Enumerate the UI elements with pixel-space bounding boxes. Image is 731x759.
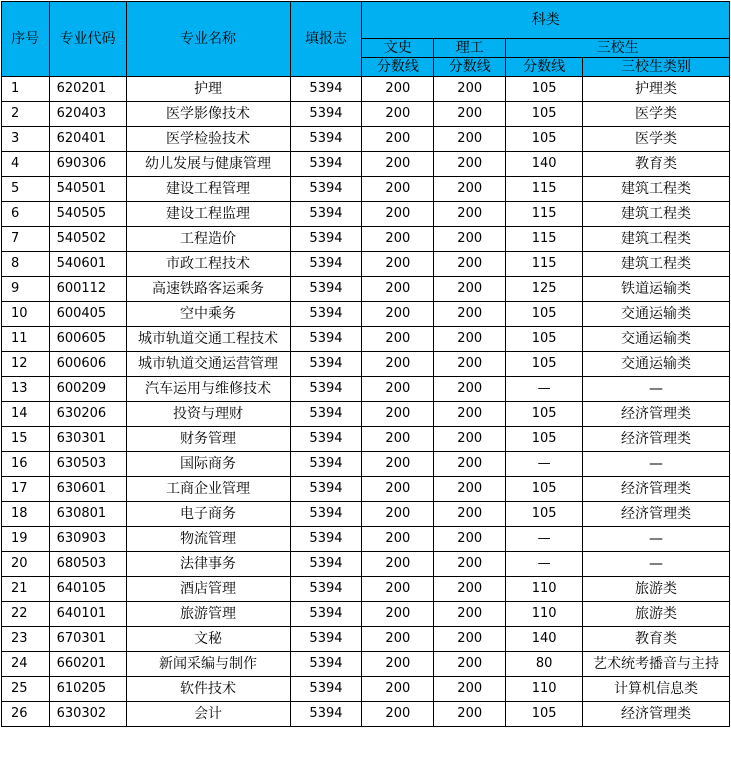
- cell-sanxiao-type[interactable]: 建筑工程类: [583, 177, 730, 202]
- cell-name[interactable]: 电子商务: [126, 502, 290, 527]
- table-row: [2, 77, 730, 102]
- cell-wenshi-score[interactable]: 200: [362, 77, 434, 102]
- table-row: [2, 152, 730, 177]
- cell-fill[interactable]: 5394: [290, 352, 362, 377]
- header-code[interactable]: 专业代码: [49, 2, 126, 77]
- header-wenshi[interactable]: 文史: [362, 39, 434, 58]
- cell-wenshi-score[interactable]: 200: [362, 302, 434, 327]
- table-row: [2, 127, 730, 152]
- cell-wenshi-score[interactable]: 200: [362, 152, 434, 177]
- cell-sanxiao-score[interactable]: 105: [506, 427, 583, 452]
- cell-sanxiao-type[interactable]: 交通运输类: [583, 302, 730, 327]
- cell-wenshi-score[interactable]: 200: [362, 377, 434, 402]
- table-row: [2, 527, 730, 552]
- cell-fill[interactable]: 5394: [290, 602, 362, 627]
- cell-wenshi-score[interactable]: 200: [362, 477, 434, 502]
- cell-wenshi-score[interactable]: 200: [362, 227, 434, 252]
- table-row: [2, 677, 730, 702]
- cell-sanxiao-type[interactable]: —: [583, 527, 730, 552]
- table-row: [2, 377, 730, 402]
- cell-ligong-score[interactable]: 200: [434, 377, 506, 402]
- cell-code[interactable]: 690306: [49, 152, 126, 177]
- cell-name[interactable]: 建设工程管理: [126, 177, 290, 202]
- cell-code[interactable]: 640101: [49, 602, 126, 627]
- cell-sanxiao-type[interactable]: 经济管理类: [583, 427, 730, 452]
- table-row: [2, 452, 730, 477]
- cell-code[interactable]: 610205: [49, 677, 126, 702]
- cell-code[interactable]: 620401: [49, 127, 126, 152]
- cell-code[interactable]: 620403: [49, 102, 126, 127]
- cell-seq[interactable]: 6: [2, 202, 50, 227]
- cell-sanxiao-score[interactable]: 110: [506, 602, 583, 627]
- cell-sanxiao-type[interactable]: 交通运输类: [583, 352, 730, 377]
- cell-sanxiao-type[interactable]: 经济管理类: [583, 477, 730, 502]
- cell-sanxiao-type[interactable]: 经济管理类: [583, 402, 730, 427]
- cell-code[interactable]: 540502: [49, 227, 126, 252]
- cell-ligong-score[interactable]: 200: [434, 452, 506, 477]
- cell-ligong-score[interactable]: 200: [434, 402, 506, 427]
- cell-fill[interactable]: 5394: [290, 102, 362, 127]
- cell-name[interactable]: 汽车运用与维修技术: [126, 377, 290, 402]
- cell-name[interactable]: 医学影像技术: [126, 102, 290, 127]
- cell-wenshi-score[interactable]: 200: [362, 502, 434, 527]
- cell-sanxiao-type[interactable]: 教育类: [583, 152, 730, 177]
- table-row: [2, 177, 730, 202]
- cell-fill[interactable]: 5394: [290, 177, 362, 202]
- cell-sanxiao-type[interactable]: 旅游类: [583, 602, 730, 627]
- cell-fill[interactable]: 5394: [290, 152, 362, 177]
- cell-seq[interactable]: 5: [2, 177, 50, 202]
- cell-fill[interactable]: 5394: [290, 302, 362, 327]
- header-sanxiao-type[interactable]: 三校生类别: [583, 58, 730, 77]
- table-row: [2, 602, 730, 627]
- cell-sanxiao-score[interactable]: 105: [506, 102, 583, 127]
- cell-fill[interactable]: 5394: [290, 677, 362, 702]
- cell-fill[interactable]: 5394: [290, 127, 362, 152]
- cell-name[interactable]: 酒店管理: [126, 577, 290, 602]
- cell-sanxiao-score[interactable]: 140: [506, 152, 583, 177]
- cell-fill[interactable]: 5394: [290, 627, 362, 652]
- cell-fill[interactable]: 5394: [290, 77, 362, 102]
- cell-sanxiao-score[interactable]: —: [506, 527, 583, 552]
- table-row: [2, 702, 730, 727]
- cell-wenshi-score[interactable]: 200: [362, 452, 434, 477]
- cell-sanxiao-type[interactable]: —: [583, 452, 730, 477]
- cell-name[interactable]: 旅游管理: [126, 602, 290, 627]
- cell-fill[interactable]: 5394: [290, 202, 362, 227]
- cell-sanxiao-type[interactable]: —: [583, 377, 730, 402]
- cell-wenshi-score[interactable]: 200: [362, 427, 434, 452]
- cell-code[interactable]: 600209: [49, 377, 126, 402]
- cell-seq[interactable]: 19: [2, 527, 50, 552]
- cell-code[interactable]: 600112: [49, 277, 126, 302]
- table-row: [2, 402, 730, 427]
- cell-ligong-score[interactable]: 200: [434, 102, 506, 127]
- cell-seq[interactable]: 18: [2, 502, 50, 527]
- cell-ligong-score[interactable]: 200: [434, 252, 506, 277]
- cell-name[interactable]: 医学检验技术: [126, 127, 290, 152]
- table-row: [2, 502, 730, 527]
- cell-seq[interactable]: 23: [2, 627, 50, 652]
- cell-name[interactable]: 工商企业管理: [126, 477, 290, 502]
- table-row: [2, 227, 730, 252]
- cell-sanxiao-score[interactable]: 125: [506, 277, 583, 302]
- cell-name[interactable]: 物流管理: [126, 527, 290, 552]
- cell-ligong-score[interactable]: 200: [434, 202, 506, 227]
- header-ligong-score-line[interactable]: 分数线: [434, 58, 506, 77]
- cell-wenshi-score[interactable]: 200: [362, 127, 434, 152]
- table-row: [2, 627, 730, 652]
- cell-sanxiao-type[interactable]: 交通运输类: [583, 327, 730, 352]
- cell-seq[interactable]: 26: [2, 702, 50, 727]
- cell-name[interactable]: 财务管理: [126, 427, 290, 452]
- cell-name[interactable]: 空中乘务: [126, 302, 290, 327]
- header-seq[interactable]: 序号: [2, 2, 50, 77]
- cell-name[interactable]: 建设工程监理: [126, 202, 290, 227]
- cell-wenshi-score[interactable]: 200: [362, 352, 434, 377]
- cell-code[interactable]: 680503: [49, 552, 126, 577]
- cell-fill[interactable]: 5394: [290, 377, 362, 402]
- cell-sanxiao-type[interactable]: 经济管理类: [583, 502, 730, 527]
- cell-fill[interactable]: 5394: [290, 277, 362, 302]
- table-row: [2, 327, 730, 352]
- cell-seq[interactable]: 15: [2, 427, 50, 452]
- cell-name[interactable]: 新闻采编与制作: [126, 652, 290, 677]
- cell-fill[interactable]: 5394: [290, 427, 362, 452]
- cell-ligong-score[interactable]: 200: [434, 302, 506, 327]
- table-row: [2, 202, 730, 227]
- table-row: [2, 352, 730, 377]
- cell-code[interactable]: 600605: [49, 327, 126, 352]
- cell-sanxiao-score[interactable]: 115: [506, 227, 583, 252]
- cell-seq[interactable]: 25: [2, 677, 50, 702]
- header-wenshi-score-line[interactable]: 分数线: [362, 58, 434, 77]
- cell-name[interactable]: 幼儿发展与健康管理: [126, 152, 290, 177]
- cell-wenshi-score[interactable]: 200: [362, 677, 434, 702]
- cell-seq[interactable]: 1: [2, 77, 50, 102]
- cell-code[interactable]: 620201: [49, 77, 126, 102]
- cell-sanxiao-score[interactable]: —: [506, 452, 583, 477]
- cell-seq[interactable]: 7: [2, 227, 50, 252]
- cell-code[interactable]: 600405: [49, 302, 126, 327]
- cell-wenshi-score[interactable]: 200: [362, 277, 434, 302]
- cell-sanxiao-type[interactable]: 经济管理类: [583, 702, 730, 727]
- cell-wenshi-score[interactable]: 200: [362, 702, 434, 727]
- cell-sanxiao-score[interactable]: 110: [506, 577, 583, 602]
- cell-ligong-score[interactable]: 200: [434, 627, 506, 652]
- cell-seq[interactable]: 8: [2, 252, 50, 277]
- cell-ligong-score[interactable]: 200: [434, 527, 506, 552]
- cell-name[interactable]: 软件技术: [126, 677, 290, 702]
- cell-sanxiao-score[interactable]: 105: [506, 352, 583, 377]
- cell-name[interactable]: 文秘: [126, 627, 290, 652]
- cell-code[interactable]: 540505: [49, 202, 126, 227]
- cell-sanxiao-type[interactable]: 旅游类: [583, 577, 730, 602]
- cell-sanxiao-score[interactable]: 105: [506, 77, 583, 102]
- cell-fill[interactable]: 5394: [290, 552, 362, 577]
- cell-name[interactable]: 城市轨道交通工程技术: [126, 327, 290, 352]
- cell-code[interactable]: 540601: [49, 252, 126, 277]
- cell-name[interactable]: 高速铁路客运乘务: [126, 277, 290, 302]
- cell-fill[interactable]: 5394: [290, 502, 362, 527]
- cell-ligong-score[interactable]: 200: [434, 502, 506, 527]
- cell-code[interactable]: 630801: [49, 502, 126, 527]
- cell-sanxiao-type[interactable]: 建筑工程类: [583, 227, 730, 252]
- cell-sanxiao-type[interactable]: 艺术统考播音与主持: [583, 652, 730, 677]
- cell-ligong-score[interactable]: 200: [434, 602, 506, 627]
- cell-wenshi-score[interactable]: 200: [362, 627, 434, 652]
- cell-sanxiao-type[interactable]: 教育类: [583, 627, 730, 652]
- cell-fill[interactable]: 5394: [290, 652, 362, 677]
- header-category[interactable]: 科类: [362, 2, 730, 39]
- cell-sanxiao-score[interactable]: 115: [506, 252, 583, 277]
- cell-fill[interactable]: 5394: [290, 327, 362, 352]
- admission-score-table: [1, 1, 730, 727]
- table-row: [2, 277, 730, 302]
- cell-seq[interactable]: 4: [2, 152, 50, 177]
- cell-sanxiao-score[interactable]: 80: [506, 652, 583, 677]
- cell-seq[interactable]: 9: [2, 277, 50, 302]
- cell-sanxiao-score[interactable]: —: [506, 552, 583, 577]
- cell-wenshi-score[interactable]: 200: [362, 327, 434, 352]
- cell-name[interactable]: 国际商务: [126, 452, 290, 477]
- cell-code[interactable]: 630302: [49, 702, 126, 727]
- cell-sanxiao-type[interactable]: —: [583, 552, 730, 577]
- cell-seq[interactable]: 3: [2, 127, 50, 152]
- cell-ligong-score[interactable]: 200: [434, 577, 506, 602]
- header-sanxiao-score-line[interactable]: 分数线: [506, 58, 583, 77]
- cell-fill[interactable]: 5394: [290, 452, 362, 477]
- cell-sanxiao-score[interactable]: 110: [506, 677, 583, 702]
- cell-wenshi-score[interactable]: 200: [362, 177, 434, 202]
- cell-ligong-score[interactable]: 200: [434, 702, 506, 727]
- cell-sanxiao-type[interactable]: 计算机信息类: [583, 677, 730, 702]
- cell-fill[interactable]: 5394: [290, 577, 362, 602]
- cell-seq[interactable]: 11: [2, 327, 50, 352]
- table-row: [2, 302, 730, 327]
- cell-sanxiao-type[interactable]: 建筑工程类: [583, 202, 730, 227]
- cell-ligong-score[interactable]: 200: [434, 127, 506, 152]
- cell-ligong-score[interactable]: 200: [434, 652, 506, 677]
- table-row: [2, 652, 730, 677]
- table-row: [2, 477, 730, 502]
- cell-ligong-score[interactable]: 200: [434, 277, 506, 302]
- cell-seq[interactable]: 13: [2, 377, 50, 402]
- cell-code[interactable]: 630301: [49, 427, 126, 452]
- cell-wenshi-score[interactable]: 200: [362, 652, 434, 677]
- cell-ligong-score[interactable]: 200: [434, 427, 506, 452]
- cell-fill[interactable]: 5394: [290, 227, 362, 252]
- table-row: [2, 102, 730, 127]
- cell-sanxiao-score[interactable]: 115: [506, 202, 583, 227]
- cell-seq[interactable]: 21: [2, 577, 50, 602]
- cell-ligong-score[interactable]: 200: [434, 77, 506, 102]
- cell-wenshi-score[interactable]: 200: [362, 202, 434, 227]
- cell-name[interactable]: 护理: [126, 77, 290, 102]
- cell-code[interactable]: 630903: [49, 527, 126, 552]
- cell-sanxiao-type[interactable]: 铁道运输类: [583, 277, 730, 302]
- cell-wenshi-score[interactable]: 200: [362, 552, 434, 577]
- cell-code[interactable]: 630503: [49, 452, 126, 477]
- cell-ligong-score[interactable]: 200: [434, 327, 506, 352]
- cell-sanxiao-score[interactable]: 105: [506, 302, 583, 327]
- header-name[interactable]: 专业名称: [126, 2, 290, 77]
- header-fill[interactable]: 填报志: [290, 2, 362, 77]
- cell-code[interactable]: 540501: [49, 177, 126, 202]
- cell-ligong-score[interactable]: 200: [434, 227, 506, 252]
- cell-sanxiao-type[interactable]: 护理类: [583, 77, 730, 102]
- cell-seq[interactable]: 14: [2, 402, 50, 427]
- cell-code[interactable]: 670301: [49, 627, 126, 652]
- cell-fill[interactable]: 5394: [290, 477, 362, 502]
- cell-sanxiao-score[interactable]: 115: [506, 177, 583, 202]
- header-ligong[interactable]: 理工: [434, 39, 506, 58]
- cell-name[interactable]: 法律事务: [126, 552, 290, 577]
- cell-name[interactable]: 会计: [126, 702, 290, 727]
- cell-sanxiao-score[interactable]: 105: [506, 127, 583, 152]
- cell-seq[interactable]: 20: [2, 552, 50, 577]
- table-row: [2, 577, 730, 602]
- cell-sanxiao-score[interactable]: 105: [506, 502, 583, 527]
- cell-name[interactable]: 市政工程技术: [126, 252, 290, 277]
- cell-ligong-score[interactable]: 200: [434, 677, 506, 702]
- cell-seq[interactable]: 2: [2, 102, 50, 127]
- cell-fill[interactable]: 5394: [290, 702, 362, 727]
- cell-code[interactable]: 660201: [49, 652, 126, 677]
- table-row: [2, 552, 730, 577]
- cell-wenshi-score[interactable]: 200: [362, 602, 434, 627]
- cell-wenshi-score[interactable]: 200: [362, 577, 434, 602]
- cell-code[interactable]: 630206: [49, 402, 126, 427]
- cell-seq[interactable]: 10: [2, 302, 50, 327]
- cell-sanxiao-score[interactable]: —: [506, 377, 583, 402]
- cell-sanxiao-type[interactable]: 建筑工程类: [583, 252, 730, 277]
- cell-code[interactable]: 630601: [49, 477, 126, 502]
- cell-wenshi-score[interactable]: 200: [362, 102, 434, 127]
- cell-name[interactable]: 工程造价: [126, 227, 290, 252]
- cell-ligong-score[interactable]: 200: [434, 552, 506, 577]
- cell-wenshi-score[interactable]: 200: [362, 402, 434, 427]
- cell-seq[interactable]: 22: [2, 602, 50, 627]
- cell-seq[interactable]: 24: [2, 652, 50, 677]
- cell-seq[interactable]: 12: [2, 352, 50, 377]
- cell-code[interactable]: 600606: [49, 352, 126, 377]
- header-sanxiao[interactable]: 三校生: [506, 39, 730, 58]
- cell-sanxiao-score[interactable]: 140: [506, 627, 583, 652]
- cell-fill[interactable]: 5394: [290, 402, 362, 427]
- cell-sanxiao-score[interactable]: 105: [506, 702, 583, 727]
- table-row: [2, 252, 730, 277]
- cell-name[interactable]: 投资与理财: [126, 402, 290, 427]
- cell-ligong-score[interactable]: 200: [434, 152, 506, 177]
- cell-ligong-score[interactable]: 200: [434, 352, 506, 377]
- cell-fill[interactable]: 5394: [290, 252, 362, 277]
- cell-seq[interactable]: 16: [2, 452, 50, 477]
- cell-seq[interactable]: 17: [2, 477, 50, 502]
- cell-code[interactable]: 640105: [49, 577, 126, 602]
- cell-name[interactable]: 城市轨道交通运营管理: [126, 352, 290, 377]
- cell-sanxiao-score[interactable]: 105: [506, 402, 583, 427]
- cell-sanxiao-type[interactable]: 医学类: [583, 102, 730, 127]
- table-row: [2, 427, 730, 452]
- cell-fill[interactable]: 5394: [290, 527, 362, 552]
- cell-wenshi-score[interactable]: 200: [362, 252, 434, 277]
- cell-sanxiao-score[interactable]: 105: [506, 477, 583, 502]
- cell-ligong-score[interactable]: 200: [434, 477, 506, 502]
- cell-wenshi-score[interactable]: 200: [362, 527, 434, 552]
- table-body: [2, 77, 730, 727]
- cell-ligong-score[interactable]: 200: [434, 177, 506, 202]
- cell-sanxiao-type[interactable]: 医学类: [583, 127, 730, 152]
- cell-sanxiao-score[interactable]: 105: [506, 327, 583, 352]
